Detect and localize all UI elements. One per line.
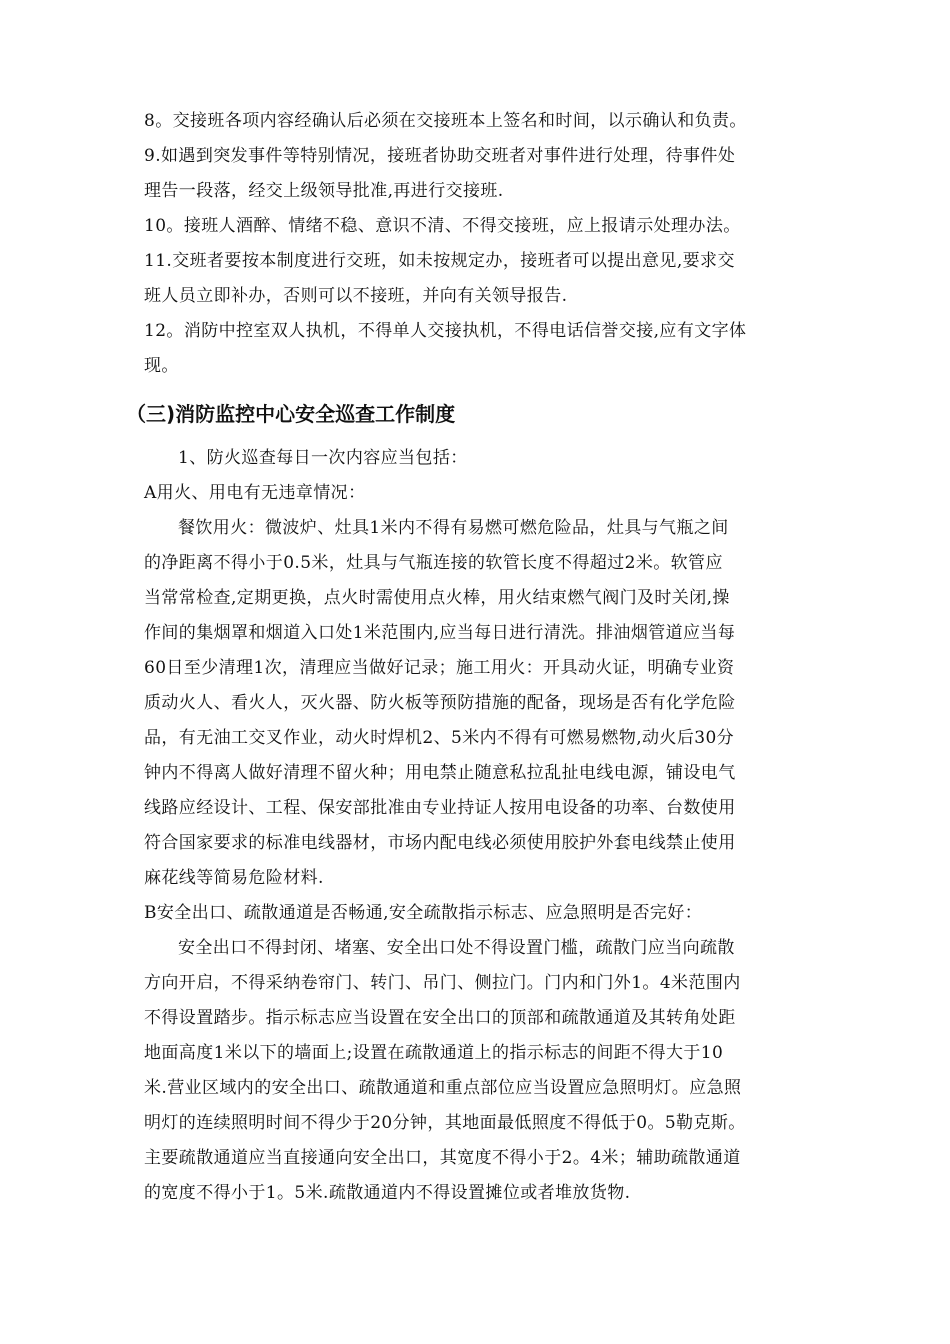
paragraph-line: 符合国家要求的标准电线器材，市场内配电线必须使用胶护外套电线禁止使用	[144, 833, 736, 853]
paragraph-line: 明灯的连续照明时间不得少于20分钟，其地面最低照度不得低于0。5勒克斯。	[144, 1113, 746, 1133]
paragraph-line: 60日至少清理1次，清理应当做好记录；施工用火：开具动火证，明确专业资	[144, 658, 735, 678]
document-page	[126, 104, 824, 1211]
paragraph-line: 麻花线等简易危险材料.	[144, 868, 324, 888]
paragraph-line: 当常常检查,定期更换，点火时需使用点火棒，用火结束燃气阀门及时关闭,操	[144, 588, 730, 608]
paragraph-line: 的宽度不得小于1。5米.疏散通道内不得设置摊位或者堆放货物.	[144, 1183, 631, 1203]
paragraph-line: 方向开启，不得采纳卷帘门、转门、吊门、侧拉门。门内和门外1。4米范围内	[144, 973, 741, 993]
paragraph-line: 餐饮用火：微波炉、灶具1米内不得有易燃可燃危险品，灶具与气瓶之间	[178, 518, 729, 538]
subheading-line: A用火、用电有无违章情况：	[144, 483, 366, 503]
subheading-line: B安全出口、疏散通道是否畅通,安全疏散指示标志、应急照明是否完好：	[144, 903, 703, 923]
paragraph-line: 安全出口不得封闭、堵塞、安全出口处不得设置门槛，疏散门应当向疏散	[178, 938, 735, 958]
paragraph-line: 9.如遇到突发事件等特别情况，接班者协助交班者对事件进行处理，待事件处	[144, 146, 736, 166]
paragraph-line: 地面高度1米以下的墙面上;设置在疏散通道上的指示标志的间距不得大于10	[144, 1043, 724, 1063]
paragraph-line: 的净距离不得小于0.5米，灶具与气瓶连接的软管长度不得超过2米。软管应	[144, 553, 723, 573]
paragraph-line: 理告一段落，经交上级领导批准,再进行交接班.	[144, 181, 504, 201]
paragraph-line: 班人员立即补办，否则可以不接班，并向有关领导报告.	[144, 286, 568, 306]
section-heading: （三)消防监控中心安全巡查工作制度	[126, 402, 456, 426]
paragraph-line: 作间的集烟罩和烟道入口处1米范围内,应当每日进行清洗。排油烟管道应当每	[144, 623, 736, 643]
paragraph-line: 12。消防中控室双人执机，不得单人交接执机，不得电话信誉交接,应有文字体	[144, 321, 747, 341]
paragraph-line: 8。交接班各项内容经确认后必须在交接班本上签名和时间，以示确认和负责。	[144, 111, 747, 131]
paragraph-line: 10。接班人酒醉、情绪不稳、意识不清、不得交接班，应上报请示处理办法。	[144, 216, 741, 236]
paragraph-line: 不得设置踏步。指示标志应当设置在安全出口的顶部和疏散通道及其转角处距	[144, 1008, 736, 1028]
paragraph-line: 钟内不得离人做好清理不留火种；用电禁止随意私拉乱扯电线电源，铺设电气	[144, 763, 736, 783]
paragraph-line: 主要疏散通道应当直接通向安全出口，其宽度不得小于2。4米；辅助疏散通道	[144, 1148, 741, 1168]
paragraph-line: 线路应经设计、工程、保安部批准由专业持证人按用电设备的功率、台数使用	[144, 798, 736, 818]
patrol-rules	[144, 441, 824, 1211]
paragraph-line: 11.交班者要按本制度进行交班，如未按规定办，接班者可以提出意见,要求交	[144, 251, 735, 271]
paragraph-line: 品，有无油工交叉作业，动火时焊机2、5米内不得有可燃易燃物,动火后30分	[144, 728, 735, 748]
paragraph-line: 米.营业区域内的安全出口、疏散通道和重点部位应当设置应急照明灯。应急照	[144, 1078, 742, 1098]
paragraph-line: 1、防火巡查每日一次内容应当包括：	[178, 448, 468, 468]
paragraph-line: 现。	[144, 356, 179, 376]
paragraph-line: 质动火人、看火人，灭火器、防火板等预防措施的配备，现场是否有化学危险	[144, 693, 736, 713]
shift-handover-rules	[144, 104, 824, 384]
